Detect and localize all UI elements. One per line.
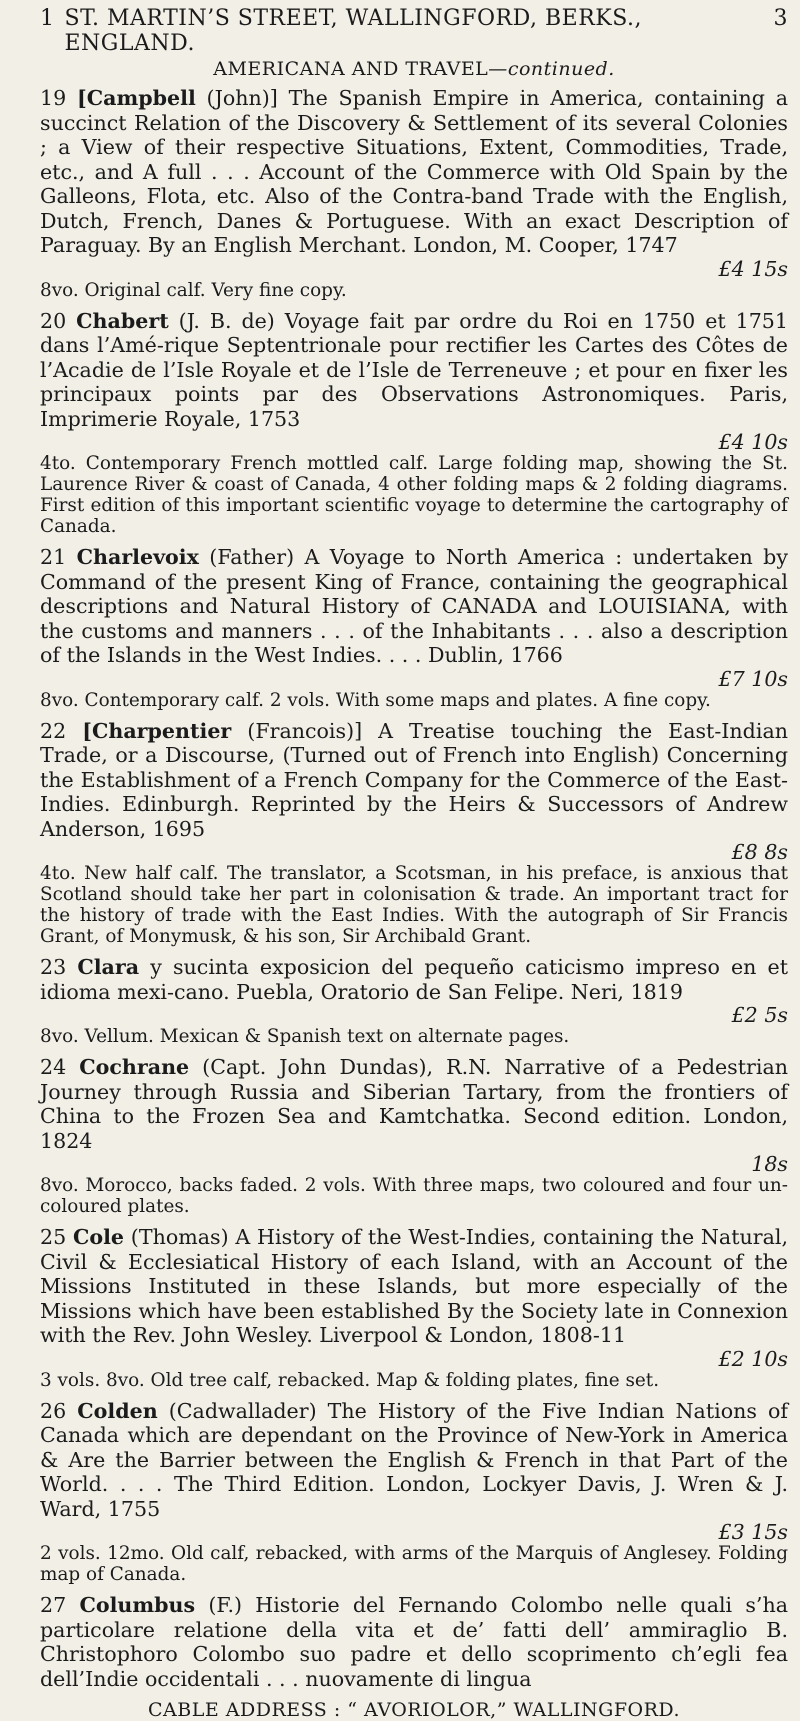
page-number: 3 xyxy=(773,6,788,31)
entry-description xyxy=(40,955,788,1004)
entry-condition-note: 2 vols. 12mo. Old calf, rebacked, with arms of the Marquis of Anglesey. Folding map of Canada. xyxy=(40,1543,788,1585)
entry-title-text: (John)] The Spanish Empire in America, containing a succinct Relation of the Discovery & Settlement of its several Colonies ; a View of their respective Situations, Extent, Commodities, Trade, etc., and A full . . . Account of the Commerce with Old Spain by the Galleons, Flota, etc. Also of the Contra-band Trade with the English, Dutch, French, Danes & Portuguese. With an exact Description of Paraguay. By an English Merchant. London, M. Cooper, 1747 xyxy=(40,86,788,257)
entry-number: 23 xyxy=(40,955,67,979)
entry-title-text: (Capt. John Dundas), R.N. Narrative of a Pedestrian Journey through Russia and Siberian Tartary, from the frontiers of China to the Frozen Sea and Kamtchatka. Second edition. London, 1824 xyxy=(40,1055,788,1153)
entry-author: Cochrane xyxy=(79,1055,190,1079)
entry-price: £3 15s xyxy=(718,1520,788,1544)
entry-description xyxy=(40,1593,788,1691)
catalogue-entry xyxy=(40,1055,788,1217)
entry-title-text: y sucinta exposicion del pequeño caticismo impreso en et idioma mexi-cano. Puebla, Oratorio de San Felipe. Neri, 1819 xyxy=(40,955,788,1004)
entry-description xyxy=(40,719,788,842)
entry-description xyxy=(40,86,788,258)
entry-title-text: (Thomas) A History of the West-Indies, containing the Natural, Civil & Ecclesiatical History of each Island, with an Account of the Missions Instituted in these Islands, but more especially of the Missions which have been established By the Society late in Connexion with the Rev. John Wesley. Liverpool & London, 1808-11 xyxy=(40,1225,788,1347)
entry-condition-note: 8vo. Morocco, backs faded. 2 vols. With three maps, two coloured and four un-coloured plates. xyxy=(40,1175,788,1217)
catalogue-entry xyxy=(40,545,788,711)
entry-title-text: (Cadwallader) The History of the Five Indian Nations of Canada which are dependant on the Province of New-York in America & Are the Barrier between the English & French in that Part of the World. . . . The Third Edition. London, Lockyer Davis, J. Wren & J. Ward, 1755 xyxy=(40,1398,788,1521)
entry-author: [Charpentier xyxy=(82,718,232,743)
entry-title-text: (Father) A Voyage to North America : undertaken by Command of the present King of France, containing the geographical descriptions and Natural History of CANADA and LOUISIANA, with the customs and manners . . . of the Inhabitants . . . also a description of the Islands in the West Indies. . . . Dublin, 1766 xyxy=(40,545,788,667)
entry-author: Charlevoix xyxy=(76,545,199,569)
entry-author: Chabert xyxy=(76,308,169,333)
entry-number: 19 xyxy=(40,86,67,110)
entry-title-text: (F.) Historie del Fernando Colombo nelle quali s’ha particolare relatione della vita et de’ fatti dell’ ammiraglio B. Christophoro Colombo suo padre et dello scoprimento ch’egli fea dell’Indie occidentali . . . nuovamente di lingua xyxy=(40,1593,789,1691)
section-title: AMERICANA AND TRAVEL— xyxy=(213,58,508,80)
entry-number: 20 xyxy=(40,308,67,333)
entry-author: Colden xyxy=(77,1398,158,1423)
entry-author: [Campbell xyxy=(76,86,196,110)
entry-condition-note: 3 vols. 8vo. Old tree calf, rebacked. Map & folding plates, fine set. xyxy=(40,1369,660,1391)
catalogue-entry xyxy=(40,1399,788,1586)
entry-description xyxy=(40,545,788,668)
entry-condition-note: 8vo. Contemporary calf. 2 vols. With some maps and plates. A fine copy. xyxy=(40,689,711,711)
catalogue-entries xyxy=(40,86,788,1691)
entry-price: £2 10s xyxy=(718,1346,788,1371)
entry-condition-note: 8vo. Original calf. Very fine copy. xyxy=(40,279,347,301)
entry-condition-note: 4to. Contemporary French mottled calf. Large folding map, showing the St. Laurence River & coast of Canada, 4 other folding maps & 2 folding diagrams. First edition of this important scientific voyage to determine the cartography of Canada. xyxy=(40,453,788,537)
entry-price: 18s xyxy=(751,1152,788,1176)
entry-author: Columbus xyxy=(79,1593,196,1617)
entry-author: Cole xyxy=(72,1225,125,1249)
catalogue-entry xyxy=(40,309,788,538)
entry-condition-note: 4to. New half calf. The translator, a Scotsman, in his preface, is anxious that Scotland should take her part in colonisation & trade. An important tract for the history of trade with the East Indies. With the autograph of Sir Francis Grant, of Monymusk, & his son, Sir Archibald Grant. xyxy=(40,863,788,947)
entry-price: £4 10s xyxy=(718,430,788,454)
entry-description xyxy=(40,309,788,432)
entry-price: £2 5s xyxy=(731,1003,788,1027)
entry-number: 24 xyxy=(40,1055,67,1079)
entry-number: 26 xyxy=(40,1398,67,1423)
entry-number: 22 xyxy=(40,718,67,743)
entry-author: Clara xyxy=(77,955,140,979)
running-header xyxy=(40,6,788,56)
catalogue-entry xyxy=(40,86,788,301)
entry-title-text: (Francois)] A Treatise touching the East-Indian Trade, or a Discourse, (Turned out of French into English) Concerning the Establishment of a French Company for the Commerce of the East-Indies. Edinburgh. Reprinted by the Heirs & Successors of Andrew Anderson, 1695 xyxy=(40,718,788,841)
catalogue-entry xyxy=(40,719,788,948)
entry-price: £8 8s xyxy=(731,840,788,864)
page-number-left: 1 xyxy=(40,6,55,31)
entry-number: 21 xyxy=(40,545,67,569)
entry-description xyxy=(40,1225,788,1348)
entry-condition-note: 8vo. Vellum. Mexican & Spanish text on alternate pages. xyxy=(40,1026,570,1047)
entry-number: 27 xyxy=(40,1593,67,1617)
entry-title-text: (J. B. de) Voyage fait par ordre du Roi en 1750 et 1751 dans l’Amé-rique Septentrionale pour rectifier les Cartes des Côtes de l’Acadie de l’Isle Royale et de l’Isle de Terreneuve ; et pour en fixer les principaux points par des Observations Astronomiques. Paris, Imprimerie Royale, 1753 xyxy=(40,308,789,431)
entry-price: £7 10s xyxy=(718,666,788,691)
section-continued: continued. xyxy=(507,58,615,80)
catalogue-entry xyxy=(40,1225,788,1391)
catalogue-entry xyxy=(40,1593,788,1691)
section-heading xyxy=(40,58,788,80)
entry-number: 25 xyxy=(40,1225,67,1249)
catalogue-entry xyxy=(40,955,788,1047)
entry-description xyxy=(40,1055,788,1153)
dealer-address: ST. MARTIN’S STREET, WALLINGFORD, BERKS., ENGLAND. xyxy=(64,6,642,56)
entry-price: £4 15s xyxy=(718,256,788,281)
entry-description xyxy=(40,1399,788,1522)
footer-cable-address: CABLE ADDRESS : “ AVORIOLOR,” WALLINGFORD. xyxy=(148,1699,680,1721)
